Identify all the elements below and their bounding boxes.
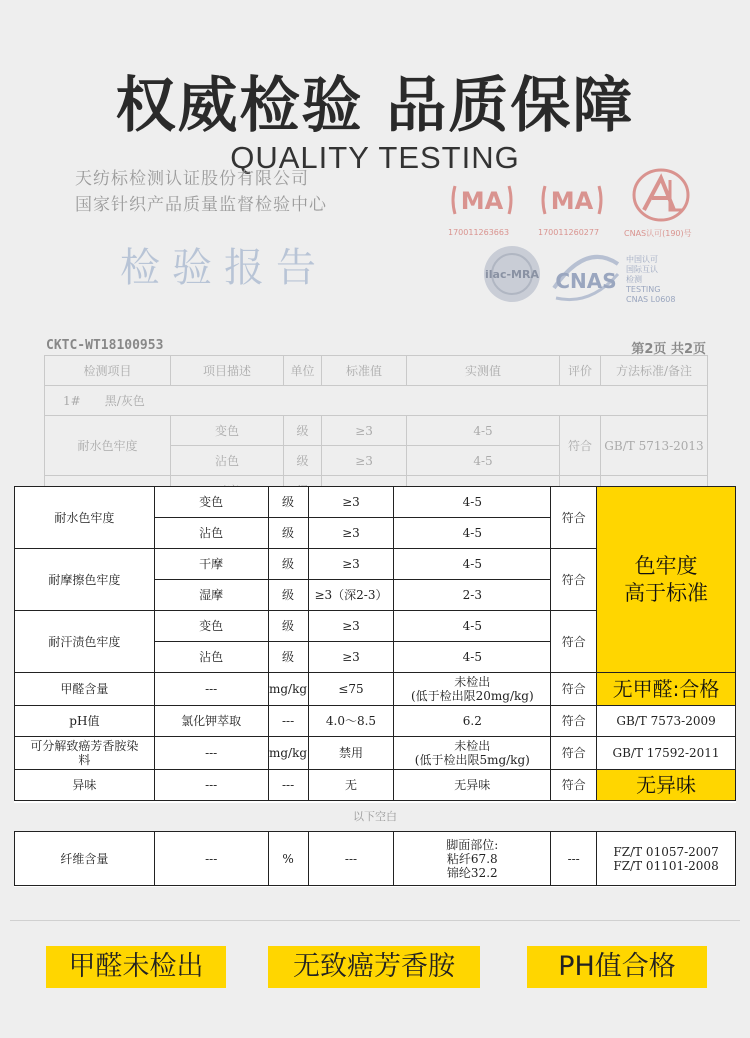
badge-no-formaldehyde: 甲醛未检出 — [46, 946, 226, 988]
table-cell-desc: 沾色 — [154, 518, 268, 549]
bg-cell: 4-5 — [407, 416, 560, 446]
table-cell-desc: 沾色 — [154, 642, 268, 673]
bg-cell: ≥3 — [322, 446, 407, 476]
cma-logo-1-text: MA — [460, 187, 504, 215]
cnas-text: CNAS — [555, 269, 617, 293]
cnas-cap-4: TESTING — [626, 285, 661, 294]
table-cell-value: 4-5 — [394, 549, 551, 580]
bg-header: 项目描述 — [171, 356, 284, 386]
table-cell-value: 6.2 — [394, 706, 551, 737]
item-line-1: 可分解致癌芳香胺染 — [30, 739, 139, 753]
fiber-value-line-3: 锦纶32.2 — [446, 865, 498, 880]
fiber-standard: --- — [308, 832, 394, 886]
cma-number-2: 170011260277 — [538, 228, 600, 237]
ilac-mra-logo — [480, 244, 544, 304]
note-line-1: 色牢度 — [634, 553, 698, 578]
bg-cell: GB/T 5713-2013 — [601, 416, 708, 476]
table-cell-eval: 符合 — [551, 549, 597, 611]
bg-header: 单位 — [284, 356, 322, 386]
org-name-1: 天纺标检测认证股份有限公司 — [75, 169, 309, 189]
table-cell-unit: mg/kg — [268, 737, 308, 770]
table-cell-desc: 变色 — [154, 611, 268, 642]
table-cell-eval: 符合 — [551, 737, 597, 770]
report-title: 检验报告 — [120, 245, 328, 291]
table-cell-value: 4-5 — [394, 487, 551, 518]
bg-cell: 变色 — [171, 416, 284, 446]
table-row-item: 甲醛含量 — [15, 673, 155, 706]
report-code: CKTC-WT18100953 — [46, 338, 164, 353]
table-cell-desc: --- — [154, 770, 268, 801]
cma-number-1: 170011263663 — [448, 228, 510, 237]
table-cell-standard: ≥3（深2-3） — [308, 580, 394, 611]
results-table — [14, 486, 736, 801]
fiber-eval: --- — [551, 832, 597, 886]
bg-header: 方法标准/备注 — [601, 356, 708, 386]
cal-caption: CNAS认可(190)号 — [624, 229, 692, 238]
cnas-cap-5: CNAS L0608 — [626, 295, 676, 304]
table-row-item: 耐水色牢度 — [15, 487, 155, 549]
table-cell-value — [394, 737, 551, 770]
table-cell-unit: 级 — [268, 549, 308, 580]
table-cell-unit: 级 — [268, 611, 308, 642]
table-cell-standard: 禁用 — [308, 737, 394, 770]
bg-sample-row: 1# 黑/灰色 — [45, 386, 708, 416]
table-row-item: pH值 — [15, 706, 155, 737]
bg-cell: ≥3 — [322, 416, 407, 446]
cnas-captions — [626, 255, 675, 305]
table-cell-standard: ≥3 — [308, 642, 394, 673]
table-row-item: 异味 — [15, 770, 155, 801]
table-cell-desc: 变色 — [154, 487, 268, 518]
org-name-2: 国家针织产品质量监督检验中心 — [75, 195, 327, 215]
fiber-value-line-2: 粘纤67.8 — [446, 851, 498, 866]
cnas-logo — [550, 248, 622, 304]
fiber-unit: % — [268, 832, 308, 886]
table-cell-standard: ≥3 — [308, 518, 394, 549]
table-cell-standard: ≥3 — [308, 487, 394, 518]
fiber-method-line-2: FZ/T 01101-2008 — [613, 858, 719, 873]
table-cell-standard: ≤75 — [308, 673, 394, 706]
bg-cell: 耐水色牢度 — [45, 416, 171, 476]
fiber-item: 纤维含量 — [15, 832, 155, 886]
table-cell-unit: 级 — [268, 518, 308, 549]
item-line-2: 料 — [78, 753, 91, 767]
table-cell-unit: --- — [268, 706, 308, 737]
cnas-cap-1: 中国认可 — [626, 255, 658, 264]
table-cell-unit: mg/kg — [268, 673, 308, 706]
note-line-2: 高于标准 — [624, 580, 709, 605]
fiber-table-panel — [14, 831, 736, 887]
table-cell-standard: 无 — [308, 770, 394, 801]
table-cell-value — [394, 673, 551, 706]
table-cell-desc: 氯化钾萃取 — [154, 706, 268, 737]
value-line-1: 未检出 — [454, 675, 491, 689]
bg-cell: 级 — [284, 446, 322, 476]
table-cell-desc: --- — [154, 673, 268, 706]
table-cell-desc: --- — [154, 737, 268, 770]
table-row-item: 耐汗渍色牢度 — [15, 611, 155, 673]
table-cell-eval: 符合 — [551, 487, 597, 549]
bg-header: 实测值 — [407, 356, 560, 386]
bg-cell: 沾色 — [171, 446, 284, 476]
cnas-cap-2: 国际互认 — [626, 265, 658, 274]
highlight-colorfastness-note — [597, 487, 736, 673]
section-divider — [10, 920, 740, 921]
table-row-item: 耐摩擦色牢度 — [15, 549, 155, 611]
value-line-2: (低于检出限20mg/kg) — [410, 689, 534, 703]
fiber-method — [597, 832, 736, 886]
table-row-item — [15, 737, 155, 770]
table-cell-eval: 符合 — [551, 706, 597, 737]
cma-logo-2-text: MA — [550, 187, 594, 215]
bg-cell: 符合 — [560, 416, 601, 476]
table-cell-value: 无异味 — [394, 770, 551, 801]
page-subtitle: QUALITY TESTING — [230, 140, 520, 175]
table-cell-method: GB/T 17592-2011 — [597, 737, 736, 770]
fiber-content-table — [14, 831, 736, 886]
bg-cell: 级 — [284, 416, 322, 446]
blank-below-note: 以下空白 — [353, 810, 397, 823]
table-cell-value: 4-5 — [394, 642, 551, 673]
background-report-table — [44, 355, 708, 506]
table-cell-standard: ≥3 — [308, 549, 394, 580]
cma-logo-2 — [537, 180, 607, 220]
bg-header: 检测项目 — [45, 356, 171, 386]
bg-cell: 4-5 — [407, 446, 560, 476]
table-cell-unit: 级 — [268, 642, 308, 673]
badge-no-carcinogenic-amine: 无致癌芳香胺 — [268, 946, 480, 988]
bg-header: 评价 — [560, 356, 601, 386]
results-table-panel — [14, 486, 736, 803]
page-title: 权威检验 品质保障 — [115, 71, 635, 141]
page-count: 第2页 共2页 — [631, 342, 706, 357]
table-cell-value: 4-5 — [394, 611, 551, 642]
fiber-desc: --- — [154, 832, 268, 886]
ilac-mra-text: ilac-MRA — [485, 268, 539, 281]
table-cell-desc: 湿摩 — [154, 580, 268, 611]
table-cell-unit: 级 — [268, 487, 308, 518]
cnas-cap-3: 检测 — [626, 275, 642, 284]
badge-ph-qualified: PH值合格 — [527, 946, 707, 988]
table-cell-desc: 干摩 — [154, 549, 268, 580]
fiber-value — [394, 832, 551, 886]
highlight-formaldehyde-note: 无甲醛:合格 — [597, 673, 736, 706]
value-line-1: 未检出 — [454, 739, 491, 753]
table-cell-unit: --- — [268, 770, 308, 801]
fiber-method-line-1: FZ/T 01057-2007 — [613, 844, 719, 859]
table-cell-method: GB/T 7573-2009 — [597, 706, 736, 737]
cal-logo — [630, 166, 692, 224]
bg-header: 标准值 — [322, 356, 407, 386]
table-cell-standard: ≥3 — [308, 611, 394, 642]
cma-logo-1 — [447, 180, 517, 220]
fiber-value-line-1: 脚面部位: — [446, 837, 499, 852]
table-cell-eval: 符合 — [551, 673, 597, 706]
table-cell-value: 4-5 — [394, 518, 551, 549]
table-cell-value: 2-3 — [394, 580, 551, 611]
value-line-2: (低于检出限5mg/kg) — [414, 753, 530, 767]
highlight-odor-note: 无异味 — [597, 770, 736, 801]
table-cell-eval: 符合 — [551, 770, 597, 801]
table-cell-standard: 4.0～8.5 — [308, 706, 394, 737]
table-cell-eval: 符合 — [551, 611, 597, 673]
table-cell-unit: 级 — [268, 580, 308, 611]
